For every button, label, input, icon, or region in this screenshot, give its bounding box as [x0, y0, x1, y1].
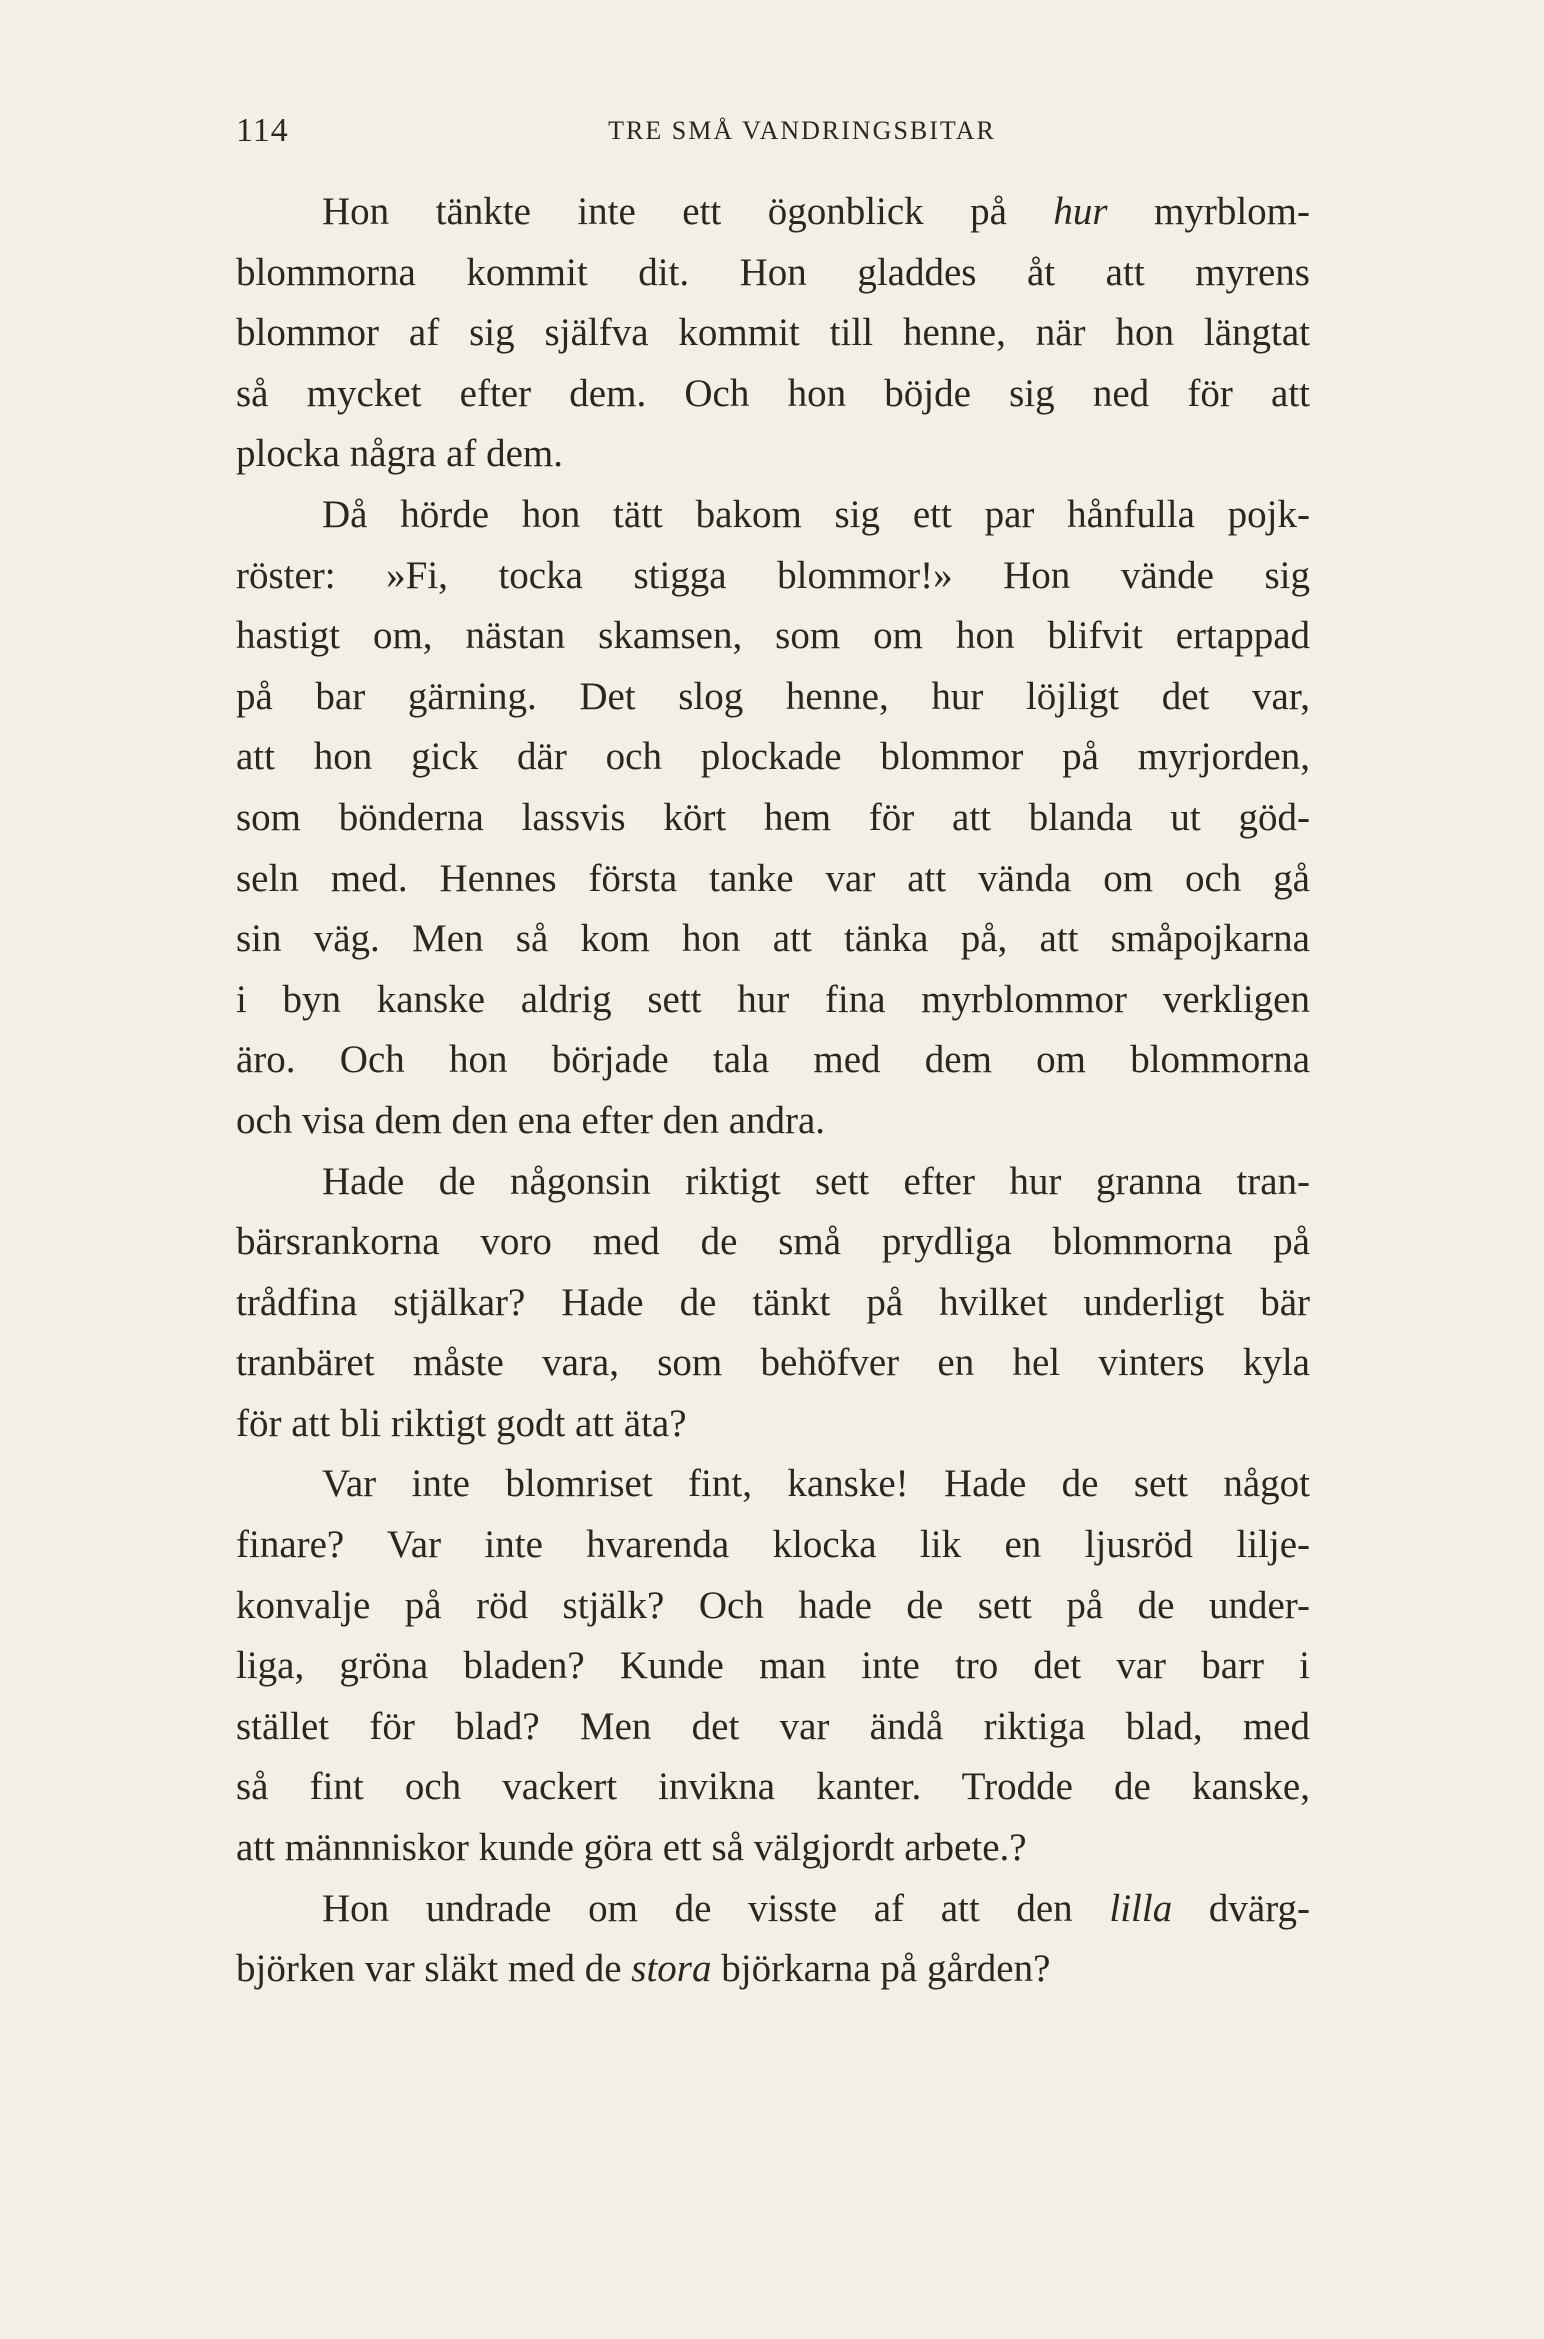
text-line: Hade de någonsin riktigt sett efter hur granna tran-	[322, 1159, 1310, 1203]
text-line: sin väg. Men så kom hon att tänka på, att småpojkarna	[236, 917, 1310, 961]
text-line: bärsrankorna voro med de små prydliga blommorna på	[236, 1220, 1310, 1264]
paragraph-3	[236, 1152, 1310, 1455]
text-line: på bar gärning. Det slog henne, hur löjligt det var,	[236, 674, 1310, 718]
text-line: finare? Var inte hvarenda klocka lik en ljusröd lilje-	[236, 1523, 1310, 1567]
text-line: hastigt om, nästan skamsen, som om hon blifvit ertappad	[236, 614, 1310, 658]
text-line: för att bli riktigt godt att äta?	[236, 1401, 687, 1445]
italic-word: hur	[1053, 190, 1108, 233]
text-line: Då hörde hon tätt bakom sig ett par hånfulla pojk-	[322, 492, 1310, 536]
text-line: att männniskor kunde göra ett så välgjordt arbete.?	[236, 1826, 1027, 1870]
text-line: konvalje på röd stjälk? Och hade de sett på de under-	[236, 1583, 1310, 1627]
paragraph-4	[236, 1454, 1310, 1878]
running-title: TRE SMÅ VANDRINGSBITAR	[608, 116, 996, 145]
text-line: trådfina stjälkar? Hade de tänkt på hvilket underligt bär	[236, 1280, 1310, 1324]
text-line: blommor af sig själfva kommit till henne, när hon längtat	[236, 311, 1310, 355]
text-line: att hon gick där och plockade blommor på myrjorden,	[236, 735, 1310, 779]
page-number: 114	[236, 112, 289, 149]
text-line: så mycket efter dem. Och hon böjde sig ned för att	[236, 371, 1310, 415]
paragraph-1	[236, 182, 1310, 485]
text-line: seln med. Hennes första tanke var att vända om och gå	[236, 856, 1310, 900]
body-text	[236, 182, 1310, 2000]
running-head	[236, 112, 1308, 152]
text-line: björken var släkt med de stora björkarna på gården?	[236, 1947, 1051, 1991]
text-line: Hon undrade om de visste af att den lilla dvärg-	[322, 1886, 1310, 1930]
text-line: och visa dem den ena efter den andra.	[236, 1098, 826, 1142]
paragraph-5	[236, 1879, 1310, 2000]
text-line: liga, gröna bladen? Kunde man inte tro det var barr i	[236, 1644, 1310, 1688]
text-line: röster: »Fi, tocka stigga blommor!» Hon vände sig	[236, 553, 1310, 597]
text-line: så fint och vackert invikna kanter. Trodde de kanske,	[236, 1765, 1310, 1809]
text-line: Var inte blomriset fint, kanske! Hade de sett något	[322, 1462, 1310, 1506]
text-line: äro. Och hon började tala med dem om blommorna	[236, 1038, 1310, 1082]
text-line: plocka några af dem.	[236, 432, 564, 476]
text-line: blommorna kommit dit. Hon gladdes åt att myrens	[236, 250, 1310, 294]
text-line: i byn kanske aldrig sett hur fina myrblommor verkligen	[236, 977, 1310, 1021]
paragraph-2	[236, 485, 1310, 1152]
italic-word: stora	[631, 1947, 712, 1991]
text-line: som bönderna lassvis kört hem för att blanda ut göd-	[236, 795, 1310, 839]
text-line: tranbäret måste vara, som behöfver en hel vinters kyla	[236, 1341, 1310, 1385]
text-line: Hon tänkte inte ett ögonblick på hur myrblom-	[322, 190, 1310, 233]
text-line: stället för blad? Men det var ändå riktiga blad, med	[236, 1704, 1310, 1748]
italic-word: lilla	[1109, 1886, 1173, 1930]
